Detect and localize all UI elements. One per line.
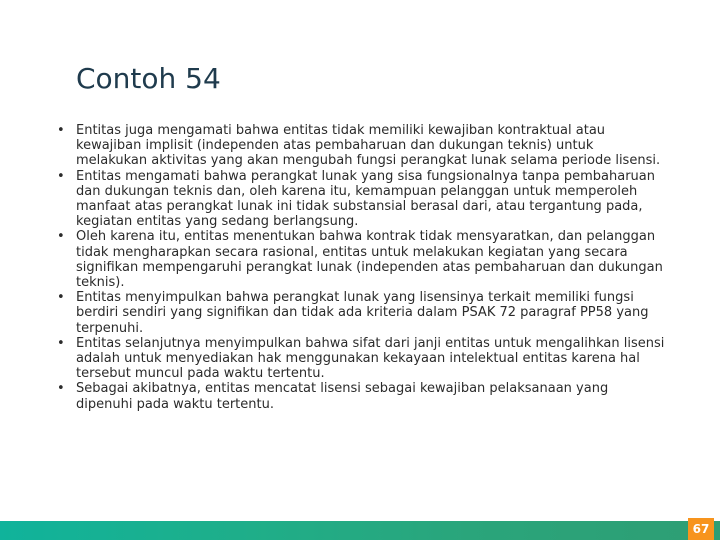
bullet-dot: • <box>57 168 65 184</box>
bullet-text: Entitas menyimpulkan bahwa perangkat lunak yang lisensinya terkait memiliki fungsi berdiri sendiri yang signifikan dan tidak ada kriteria dalam PSAK 72 paragraf PP58 yang terpenuhi. <box>76 290 649 336</box>
bullet-dot: • <box>57 229 65 245</box>
bullet-text: Oleh karena itu, entitas menentukan bahwa kontrak tidak mensyaratkan, dan pelanggan tidak mengharapkan secara rasional, entitas untuk melakukan kegiatan yang secara signifikan mempengaruhi perangkat lunak (independen atas pembaharuan dan dukungan teknis). <box>76 229 663 291</box>
bullet-item <box>55 123 667 169</box>
bullet-item <box>55 169 667 230</box>
bullet-text: Entitas mengamati bahwa perangkat lunak yang sisa fungsionalnya tanpa pembaharuan dan dukungan teknis dan, oleh karena itu, kemampuan pelanggan untuk memperoleh manfaat atas perangkat lunak ini tidak substansial berasal dari, atau tergantung pada, kegiatan entitas yang sedang berlangsung. <box>76 168 655 230</box>
page-number-badge: 67 <box>688 518 714 540</box>
bullet-list <box>55 123 667 412</box>
bullet-dot: • <box>57 290 65 306</box>
bullet-item <box>55 336 667 382</box>
bullet-dot: • <box>57 123 65 138</box>
slide-title: Contoh 54 <box>76 62 221 95</box>
bullet-item <box>55 290 667 336</box>
bullet-dot: • <box>57 335 65 351</box>
footer-bar <box>0 521 720 540</box>
bullet-text: Entitas juga mengamati bahwa entitas tidak memiliki kewajiban kontraktual atau kewajiban implisit (independen atas pembaharuan dan dukungan teknis) untuk melakukan aktivitas yang akan mengubah fungsi perangkat lunak selama periode lisensi. <box>76 123 661 169</box>
bullet-text: Sebagai akibatnya, entitas mencatat lisensi sebagai kewajiban pelaksanaan yang dipenuhi pada waktu tertentu. <box>76 381 609 412</box>
bullet-item <box>55 381 667 411</box>
bullet-item <box>55 229 667 290</box>
bullet-dot: • <box>57 381 65 397</box>
bullet-text: Entitas selanjutnya menyimpulkan bahwa sifat dari janji entitas untuk mengalihkan lisensi adalah untuk menyediakan hak menggunakan kekayaan intelektual entitas karena hal tersebut muncul pada waktu tertentu. <box>76 335 665 382</box>
